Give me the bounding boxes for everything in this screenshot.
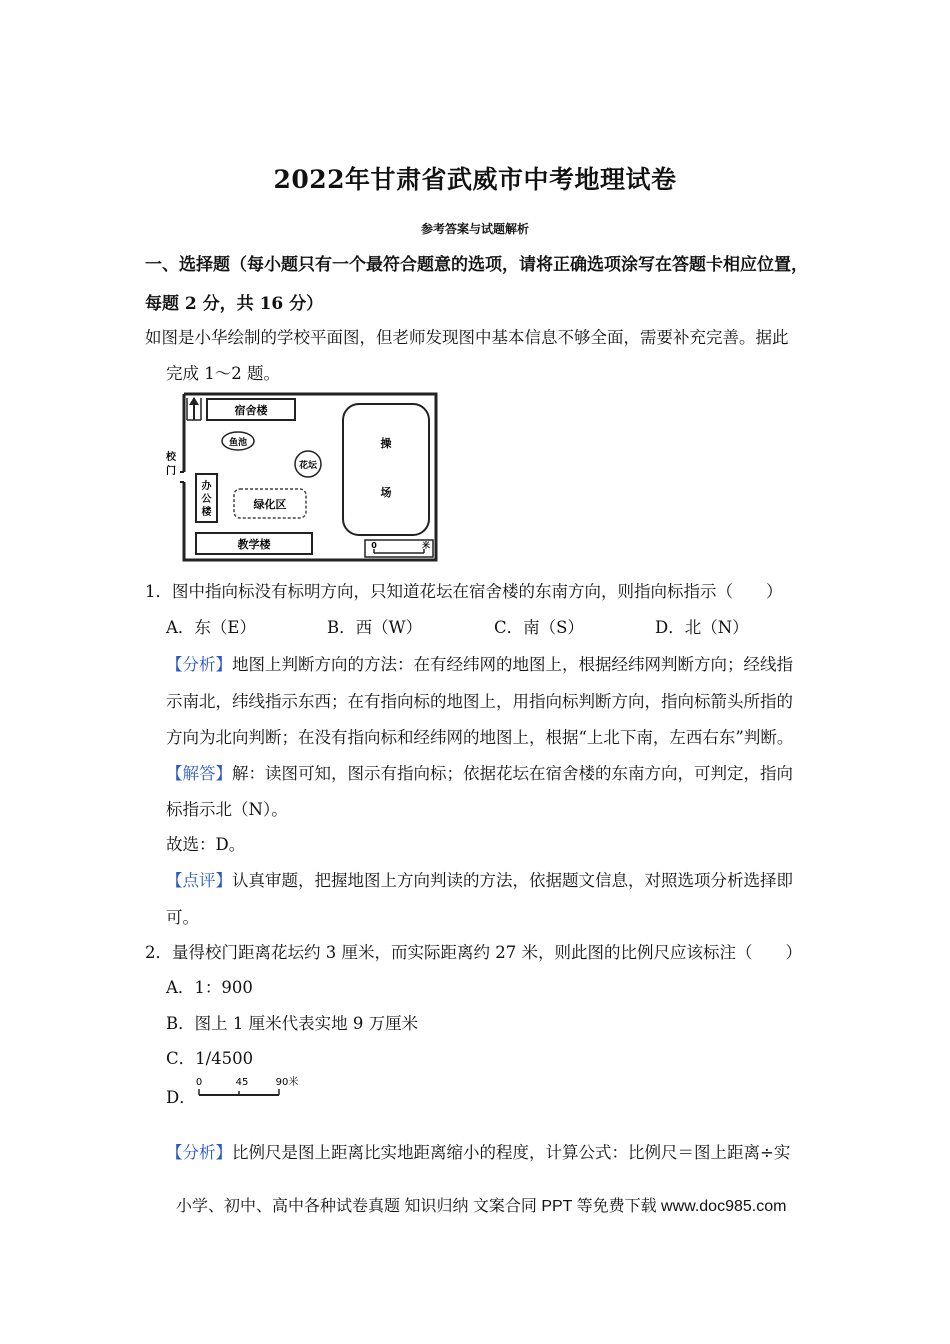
playground-label-1: 操: [380, 437, 392, 450]
section-heading-line1: 一、选择题（每小题只有一个最符合题意的选项，请将正确选项涂写在答题卡相应位置，: [145, 255, 808, 275]
q2-option-d: D．: [166, 1088, 196, 1107]
fish-pond-label: 鱼池: [228, 438, 248, 448]
answer-tag: 【解答】: [166, 764, 232, 783]
q2-option-d-scale-bar: [195, 1075, 305, 1099]
intro-line1: 如图是小华绘制的学校平面图，但老师发现图中基本信息不够全面，需要补充完善。据此: [145, 328, 789, 347]
intro-line2: 完成 1～2 题。: [166, 364, 280, 383]
q1-answer-line2: 标指示北（N）。: [166, 800, 288, 819]
q1-comment-line2: 可。: [166, 908, 199, 927]
q1-analysis-line3: 方向为北向判断；在没有指向标和经纬网的地图上，根据“上北下南，左西右东”判断。: [166, 728, 794, 747]
scale-label-90: 90米: [275, 1077, 299, 1088]
q1-option-a: A．东（E）: [166, 618, 256, 637]
green-area-label: 绿化区: [253, 498, 287, 511]
page-title: 2022年甘肃省武威市中考地理试卷: [273, 165, 677, 194]
q1-choice: 故选：D。: [166, 835, 246, 854]
office-label-1: 办: [201, 481, 212, 492]
q2-option-a: A．1：900: [166, 978, 253, 997]
teaching-label: 教学楼: [237, 538, 271, 551]
school-plan-map: [162, 390, 442, 566]
school-gate-label-2: 门: [166, 466, 176, 477]
flower-bed-label: 花坛: [298, 461, 318, 471]
analysis-tag: 【分析】: [166, 1143, 232, 1162]
north-arrow-icon: [187, 397, 201, 420]
playground: [343, 404, 429, 535]
section-heading-line2: 每题 2 分，共 16 分）: [145, 294, 324, 314]
analysis-tag: 【分析】: [166, 655, 232, 674]
office-label-2: 公: [201, 494, 212, 505]
page-subtitle: 参考答案与试题解析: [420, 222, 529, 236]
playground-label-2: 场: [380, 486, 392, 499]
q1-option-b: B．西（W）: [327, 618, 423, 637]
comment-tag: 【点评】: [166, 871, 232, 890]
scale-unit-label: 米: [422, 541, 430, 550]
q1-analysis-line2: 示南北，纬线指示东西；在有指向标的地图上，用指向标判断方向，指向标箭头所指的: [166, 692, 793, 711]
q1-analysis-line1: 【分析】地图上判断方向的方法：在有经纬网的地图上，根据经纬网判断方向；经线指: [166, 655, 793, 674]
q1-stem: 1．图中指向标没有标明方向，只知道花坛在宿舍楼的东南方向，则指向标指示（ ）: [145, 582, 783, 601]
dorm-label: 宿舍楼: [234, 404, 268, 417]
q2-analysis-line1: 【分析】比例尺是图上距离比实地距离缩小的程度，计算公式：比例尺＝图上距离÷实: [166, 1143, 791, 1162]
scale-zero-label: 0: [371, 541, 377, 550]
q1-option-c: C．南（S）: [494, 618, 584, 637]
school-gate-label-1: 校: [166, 452, 176, 463]
q2-option-b: B．图上 1 厘米代表实地 9 万厘米: [166, 1014, 419, 1033]
scale-label-45: 45: [235, 1077, 249, 1088]
q1-comment-line1: 【点评】认真审题，把握地图上方向判读的方法，依据题文信息，对照选项分析选择即: [166, 871, 793, 890]
q2-option-c: C．1/4500: [166, 1049, 254, 1068]
office-label-3: 楼: [201, 507, 212, 518]
q1-answer-line1: 【解答】解：读图可知，图示有指向标；依据花坛在宿舍楼的东南方向，可判定，指向: [166, 764, 793, 783]
q1-option-d: D．北（N）: [655, 618, 749, 637]
q2-stem: 2．量得校门距离花坛约 3 厘米，而实际距离约 27 米，则此图的比例尺应该标注（ ）: [145, 943, 802, 962]
scale-label-0: 0: [195, 1077, 203, 1088]
page-footer: 小学、初中、高中各种试卷真题 知识归纳 文案合同 PPT 等免费下载 www.doc985.com: [176, 1198, 787, 1215]
